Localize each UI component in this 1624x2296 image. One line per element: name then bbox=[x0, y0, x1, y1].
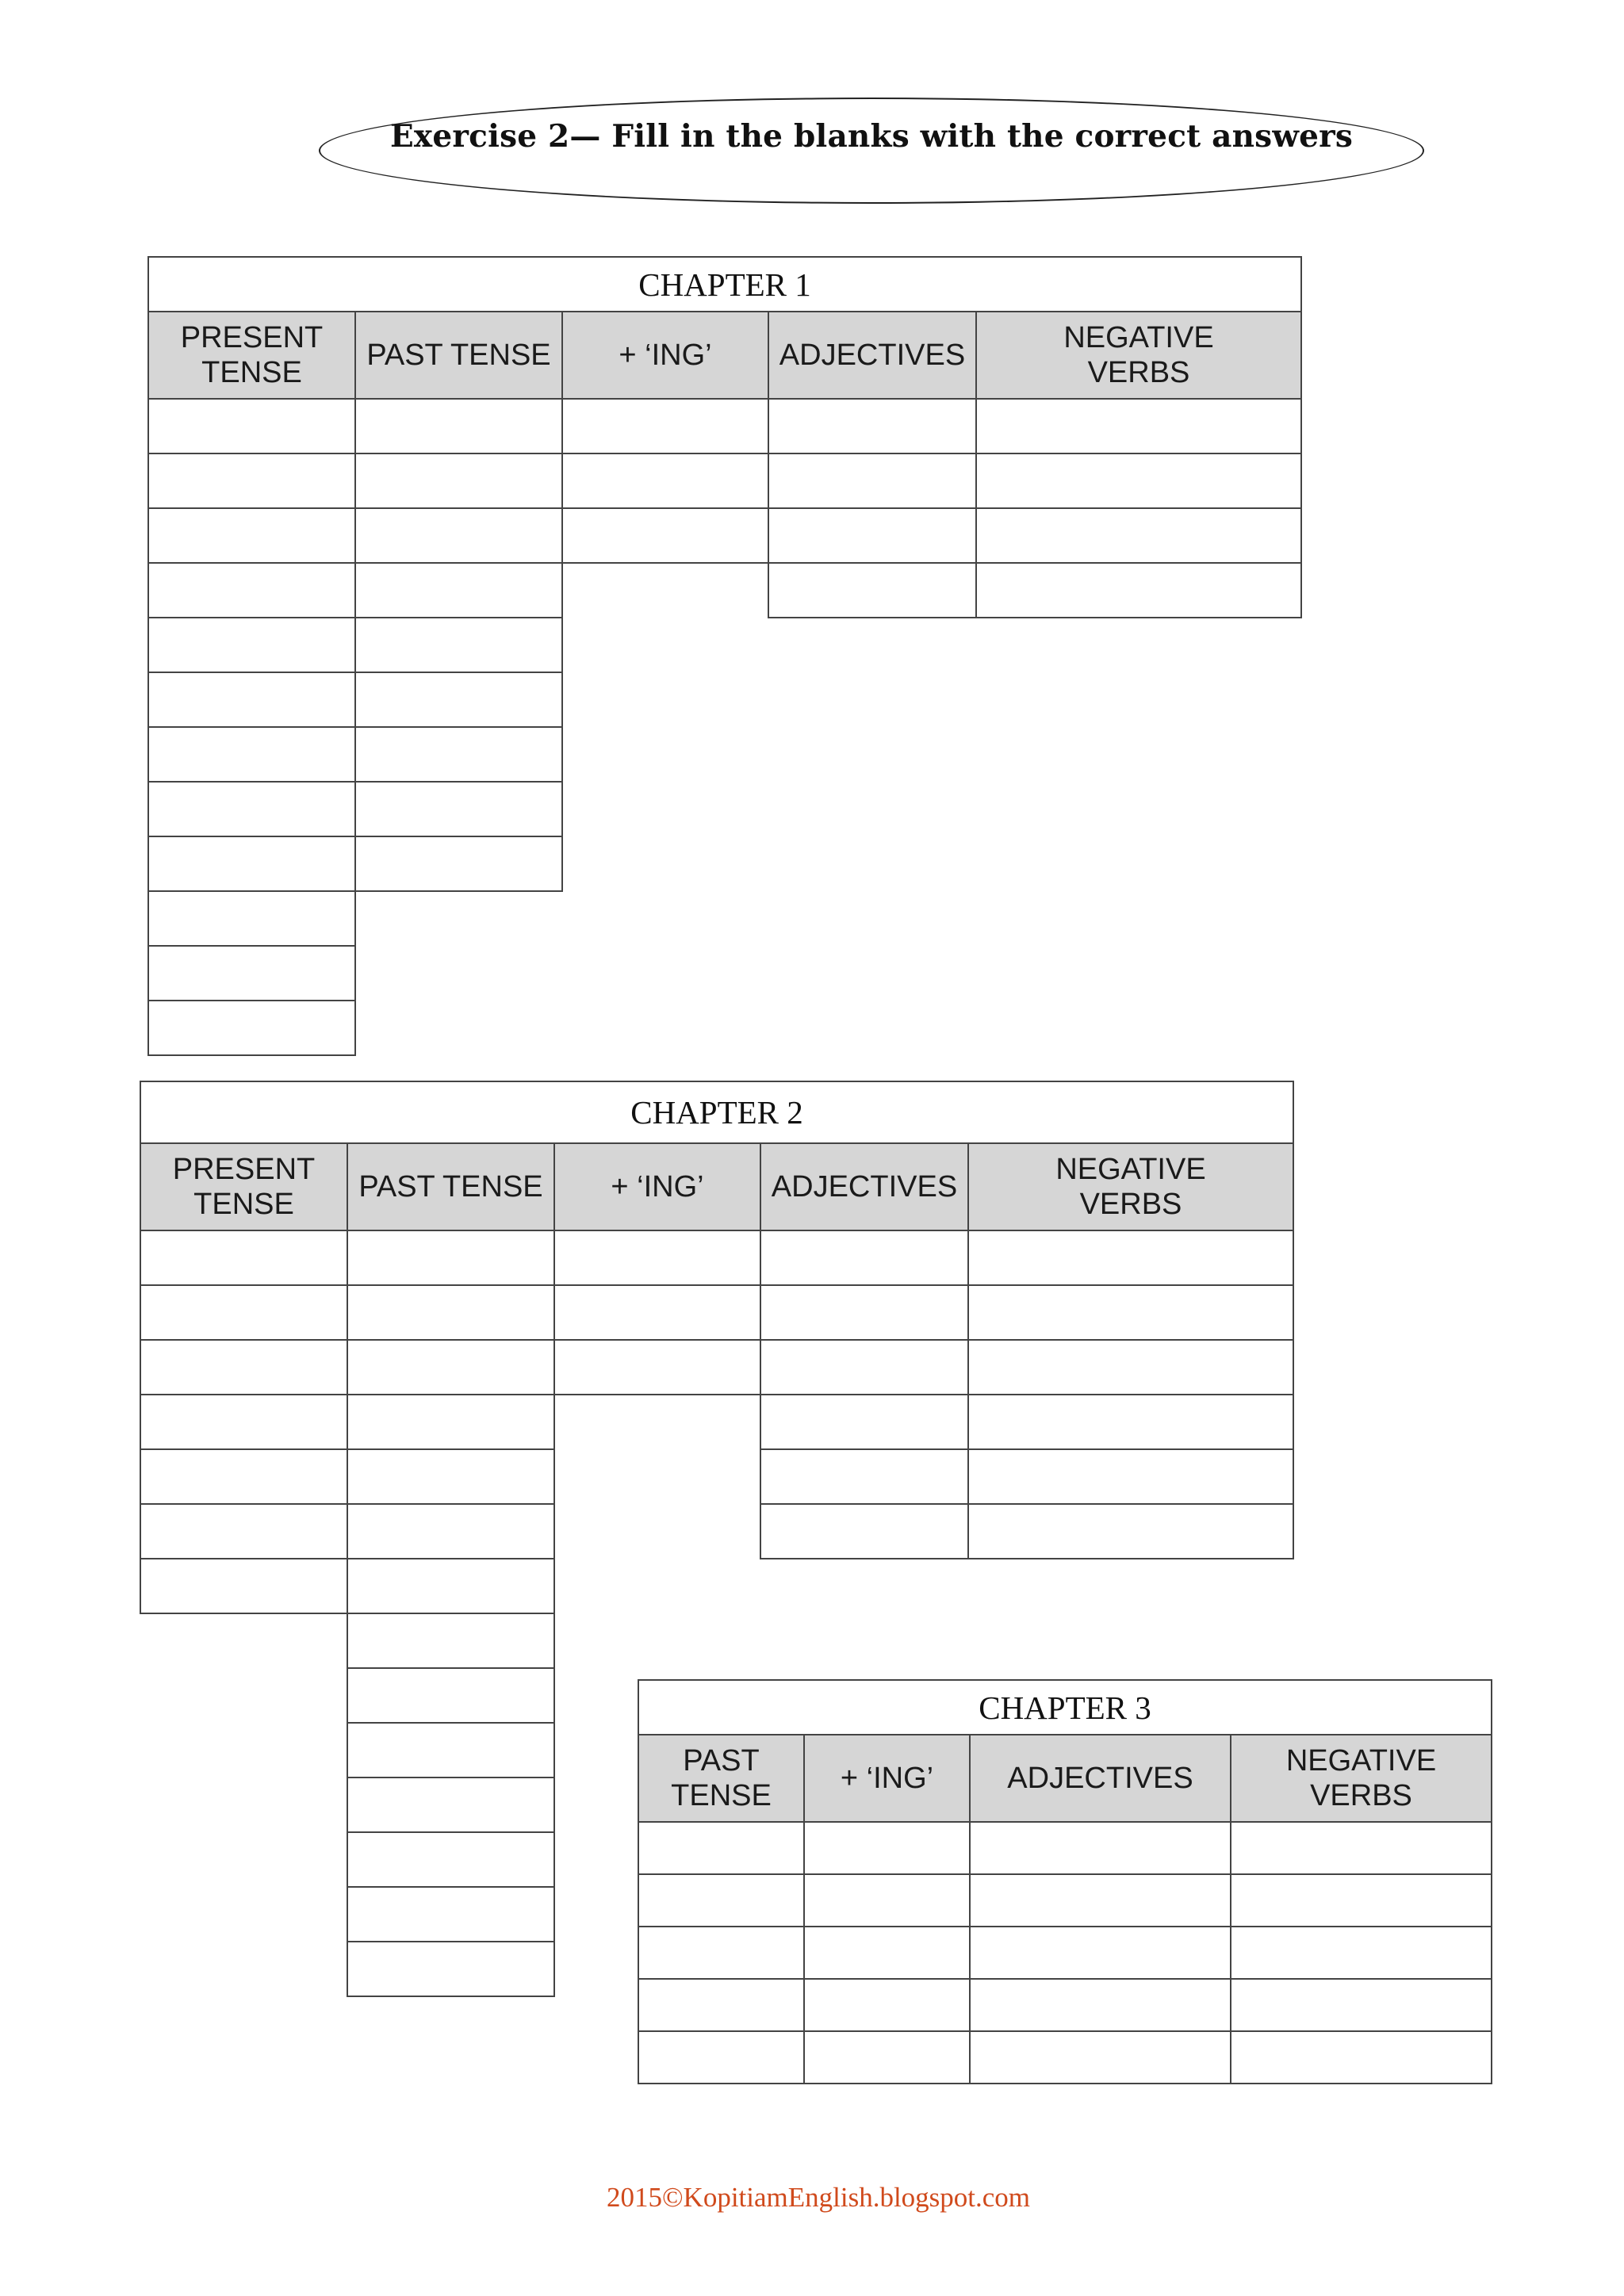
answer-blank-cell[interactable] bbox=[147, 453, 356, 509]
answer-blank-cell[interactable] bbox=[553, 1284, 761, 1341]
answer-blank-cell[interactable] bbox=[347, 1394, 555, 1450]
answer-blank-cell[interactable] bbox=[347, 1886, 555, 1942]
answer-blank-cell[interactable] bbox=[347, 1448, 555, 1505]
answer-blank-cell[interactable] bbox=[803, 2030, 971, 2084]
answer-blank-cell[interactable] bbox=[803, 1873, 971, 1927]
table-caption-chapter-2: CHAPTER 2 bbox=[140, 1081, 1294, 1144]
column-header: NEGATIVE VERBS bbox=[967, 1142, 1294, 1231]
answer-blank-cell[interactable] bbox=[354, 672, 563, 728]
answer-blank-cell[interactable] bbox=[147, 1000, 356, 1056]
answer-blank-cell[interactable] bbox=[354, 781, 563, 837]
answer-blank-cell[interactable] bbox=[347, 1777, 555, 1833]
answer-blank-cell[interactable] bbox=[967, 1339, 1294, 1395]
column-header: ADJECTIVES bbox=[969, 1734, 1231, 1823]
answer-blank-cell[interactable] bbox=[638, 1873, 805, 1927]
column-header: + ‘ING’ bbox=[561, 311, 769, 400]
answer-blank-cell[interactable] bbox=[638, 1821, 805, 1875]
answer-blank-cell[interactable] bbox=[760, 1394, 969, 1450]
answer-blank-cell[interactable] bbox=[969, 1821, 1231, 1875]
answer-blank-cell[interactable] bbox=[638, 1926, 805, 1980]
answer-blank-cell[interactable] bbox=[760, 1503, 969, 1559]
answer-blank-cell[interactable] bbox=[354, 617, 563, 673]
column-header: PAST TENSE bbox=[638, 1734, 805, 1823]
answer-blank-cell[interactable] bbox=[347, 1722, 555, 1778]
answer-blank-cell[interactable] bbox=[147, 781, 356, 837]
answer-blank-cell[interactable] bbox=[561, 453, 769, 509]
answer-blank-cell[interactable] bbox=[147, 617, 356, 673]
column-header: NEGATIVE VERBS bbox=[1230, 1734, 1492, 1823]
answer-blank-cell[interactable] bbox=[1230, 1821, 1492, 1875]
answer-blank-cell[interactable] bbox=[347, 1339, 555, 1395]
answer-blank-cell[interactable] bbox=[967, 1230, 1294, 1286]
column-header: PRESENT TENSE bbox=[140, 1142, 348, 1231]
answer-blank-cell[interactable] bbox=[975, 507, 1302, 564]
answer-blank-cell[interactable] bbox=[969, 2030, 1231, 2084]
footer-copyright: 2015©KopitiamEnglish.blogspot.com bbox=[606, 2182, 1031, 2213]
answer-blank-cell[interactable] bbox=[553, 1339, 761, 1395]
answer-blank-cell[interactable] bbox=[354, 836, 563, 892]
column-header: + ‘ING’ bbox=[553, 1142, 761, 1231]
answer-blank-cell[interactable] bbox=[147, 945, 356, 1001]
answer-blank-cell[interactable] bbox=[347, 1558, 555, 1614]
answer-blank-cell[interactable] bbox=[347, 1613, 555, 1669]
answer-blank-cell[interactable] bbox=[760, 1230, 969, 1286]
answer-blank-cell[interactable] bbox=[347, 1503, 555, 1559]
answer-blank-cell[interactable] bbox=[760, 1448, 969, 1505]
column-header: PAST TENSE bbox=[354, 311, 563, 400]
answer-blank-cell[interactable] bbox=[975, 453, 1302, 509]
answer-blank-cell[interactable] bbox=[354, 726, 563, 783]
answer-blank-cell[interactable] bbox=[768, 453, 977, 509]
table-caption-chapter-3: CHAPTER 3 bbox=[638, 1679, 1492, 1735]
answer-blank-cell[interactable] bbox=[140, 1448, 348, 1505]
answer-blank-cell[interactable] bbox=[347, 1667, 555, 1724]
answer-blank-cell[interactable] bbox=[969, 1926, 1231, 1980]
answer-blank-cell[interactable] bbox=[803, 1821, 971, 1875]
exercise-title: Exercise 2— Fill in the blanks with the correct answers bbox=[389, 118, 1354, 155]
answer-blank-cell[interactable] bbox=[140, 1394, 348, 1450]
answer-blank-cell[interactable] bbox=[803, 1978, 971, 2032]
answer-blank-cell[interactable] bbox=[967, 1448, 1294, 1505]
answer-blank-cell[interactable] bbox=[140, 1339, 348, 1395]
answer-blank-cell[interactable] bbox=[975, 562, 1302, 618]
table-caption-chapter-1: CHAPTER 1 bbox=[147, 256, 1302, 312]
answer-blank-cell[interactable] bbox=[760, 1339, 969, 1395]
column-header: PRESENT TENSE bbox=[147, 311, 356, 400]
column-header: NEGATIVE VERBS bbox=[975, 311, 1302, 400]
answer-blank-cell[interactable] bbox=[975, 398, 1302, 454]
answer-blank-cell[interactable] bbox=[140, 1284, 348, 1341]
answer-blank-cell[interactable] bbox=[638, 2030, 805, 2084]
answer-blank-cell[interactable] bbox=[147, 836, 356, 892]
answer-blank-cell[interactable] bbox=[967, 1284, 1294, 1341]
answer-blank-cell[interactable] bbox=[147, 507, 356, 564]
answer-blank-cell[interactable] bbox=[347, 1941, 555, 1997]
answer-blank-cell[interactable] bbox=[147, 672, 356, 728]
answer-blank-cell[interactable] bbox=[354, 507, 563, 564]
answer-blank-cell[interactable] bbox=[967, 1394, 1294, 1450]
answer-blank-cell[interactable] bbox=[147, 726, 356, 783]
answer-blank-cell[interactable] bbox=[969, 1873, 1231, 1927]
answer-blank-cell[interactable] bbox=[347, 1831, 555, 1888]
answer-blank-cell[interactable] bbox=[768, 562, 977, 618]
answer-blank-cell[interactable] bbox=[354, 398, 563, 454]
answer-blank-cell[interactable] bbox=[768, 398, 977, 454]
answer-blank-cell[interactable] bbox=[140, 1230, 348, 1286]
answer-blank-cell[interactable] bbox=[347, 1230, 555, 1286]
answer-blank-cell[interactable] bbox=[803, 1926, 971, 1980]
answer-blank-cell[interactable] bbox=[147, 398, 356, 454]
answer-blank-cell[interactable] bbox=[1230, 1873, 1492, 1927]
answer-blank-cell[interactable] bbox=[768, 507, 977, 564]
answer-blank-cell[interactable] bbox=[967, 1503, 1294, 1559]
answer-blank-cell[interactable] bbox=[553, 1230, 761, 1286]
answer-blank-cell[interactable] bbox=[140, 1558, 348, 1614]
answer-blank-cell[interactable] bbox=[1230, 1926, 1492, 1980]
answer-blank-cell[interactable] bbox=[147, 562, 356, 618]
answer-blank-cell[interactable] bbox=[760, 1284, 969, 1341]
answer-blank-cell[interactable] bbox=[561, 398, 769, 454]
column-header: + ‘ING’ bbox=[803, 1734, 971, 1823]
answer-blank-cell[interactable] bbox=[354, 562, 563, 618]
column-header: ADJECTIVES bbox=[760, 1142, 969, 1231]
answer-blank-cell[interactable] bbox=[1230, 1978, 1492, 2032]
answer-blank-cell[interactable] bbox=[638, 1978, 805, 2032]
answer-blank-cell[interactable] bbox=[140, 1503, 348, 1559]
answer-blank-cell[interactable] bbox=[1230, 2030, 1492, 2084]
column-header: ADJECTIVES bbox=[768, 311, 977, 400]
answer-blank-cell[interactable] bbox=[347, 1284, 555, 1341]
column-header: PAST TENSE bbox=[347, 1142, 555, 1231]
answer-blank-cell[interactable] bbox=[969, 1978, 1231, 2032]
answer-blank-cell[interactable] bbox=[147, 890, 356, 947]
answer-blank-cell[interactable] bbox=[561, 507, 769, 564]
answer-blank-cell[interactable] bbox=[354, 453, 563, 509]
